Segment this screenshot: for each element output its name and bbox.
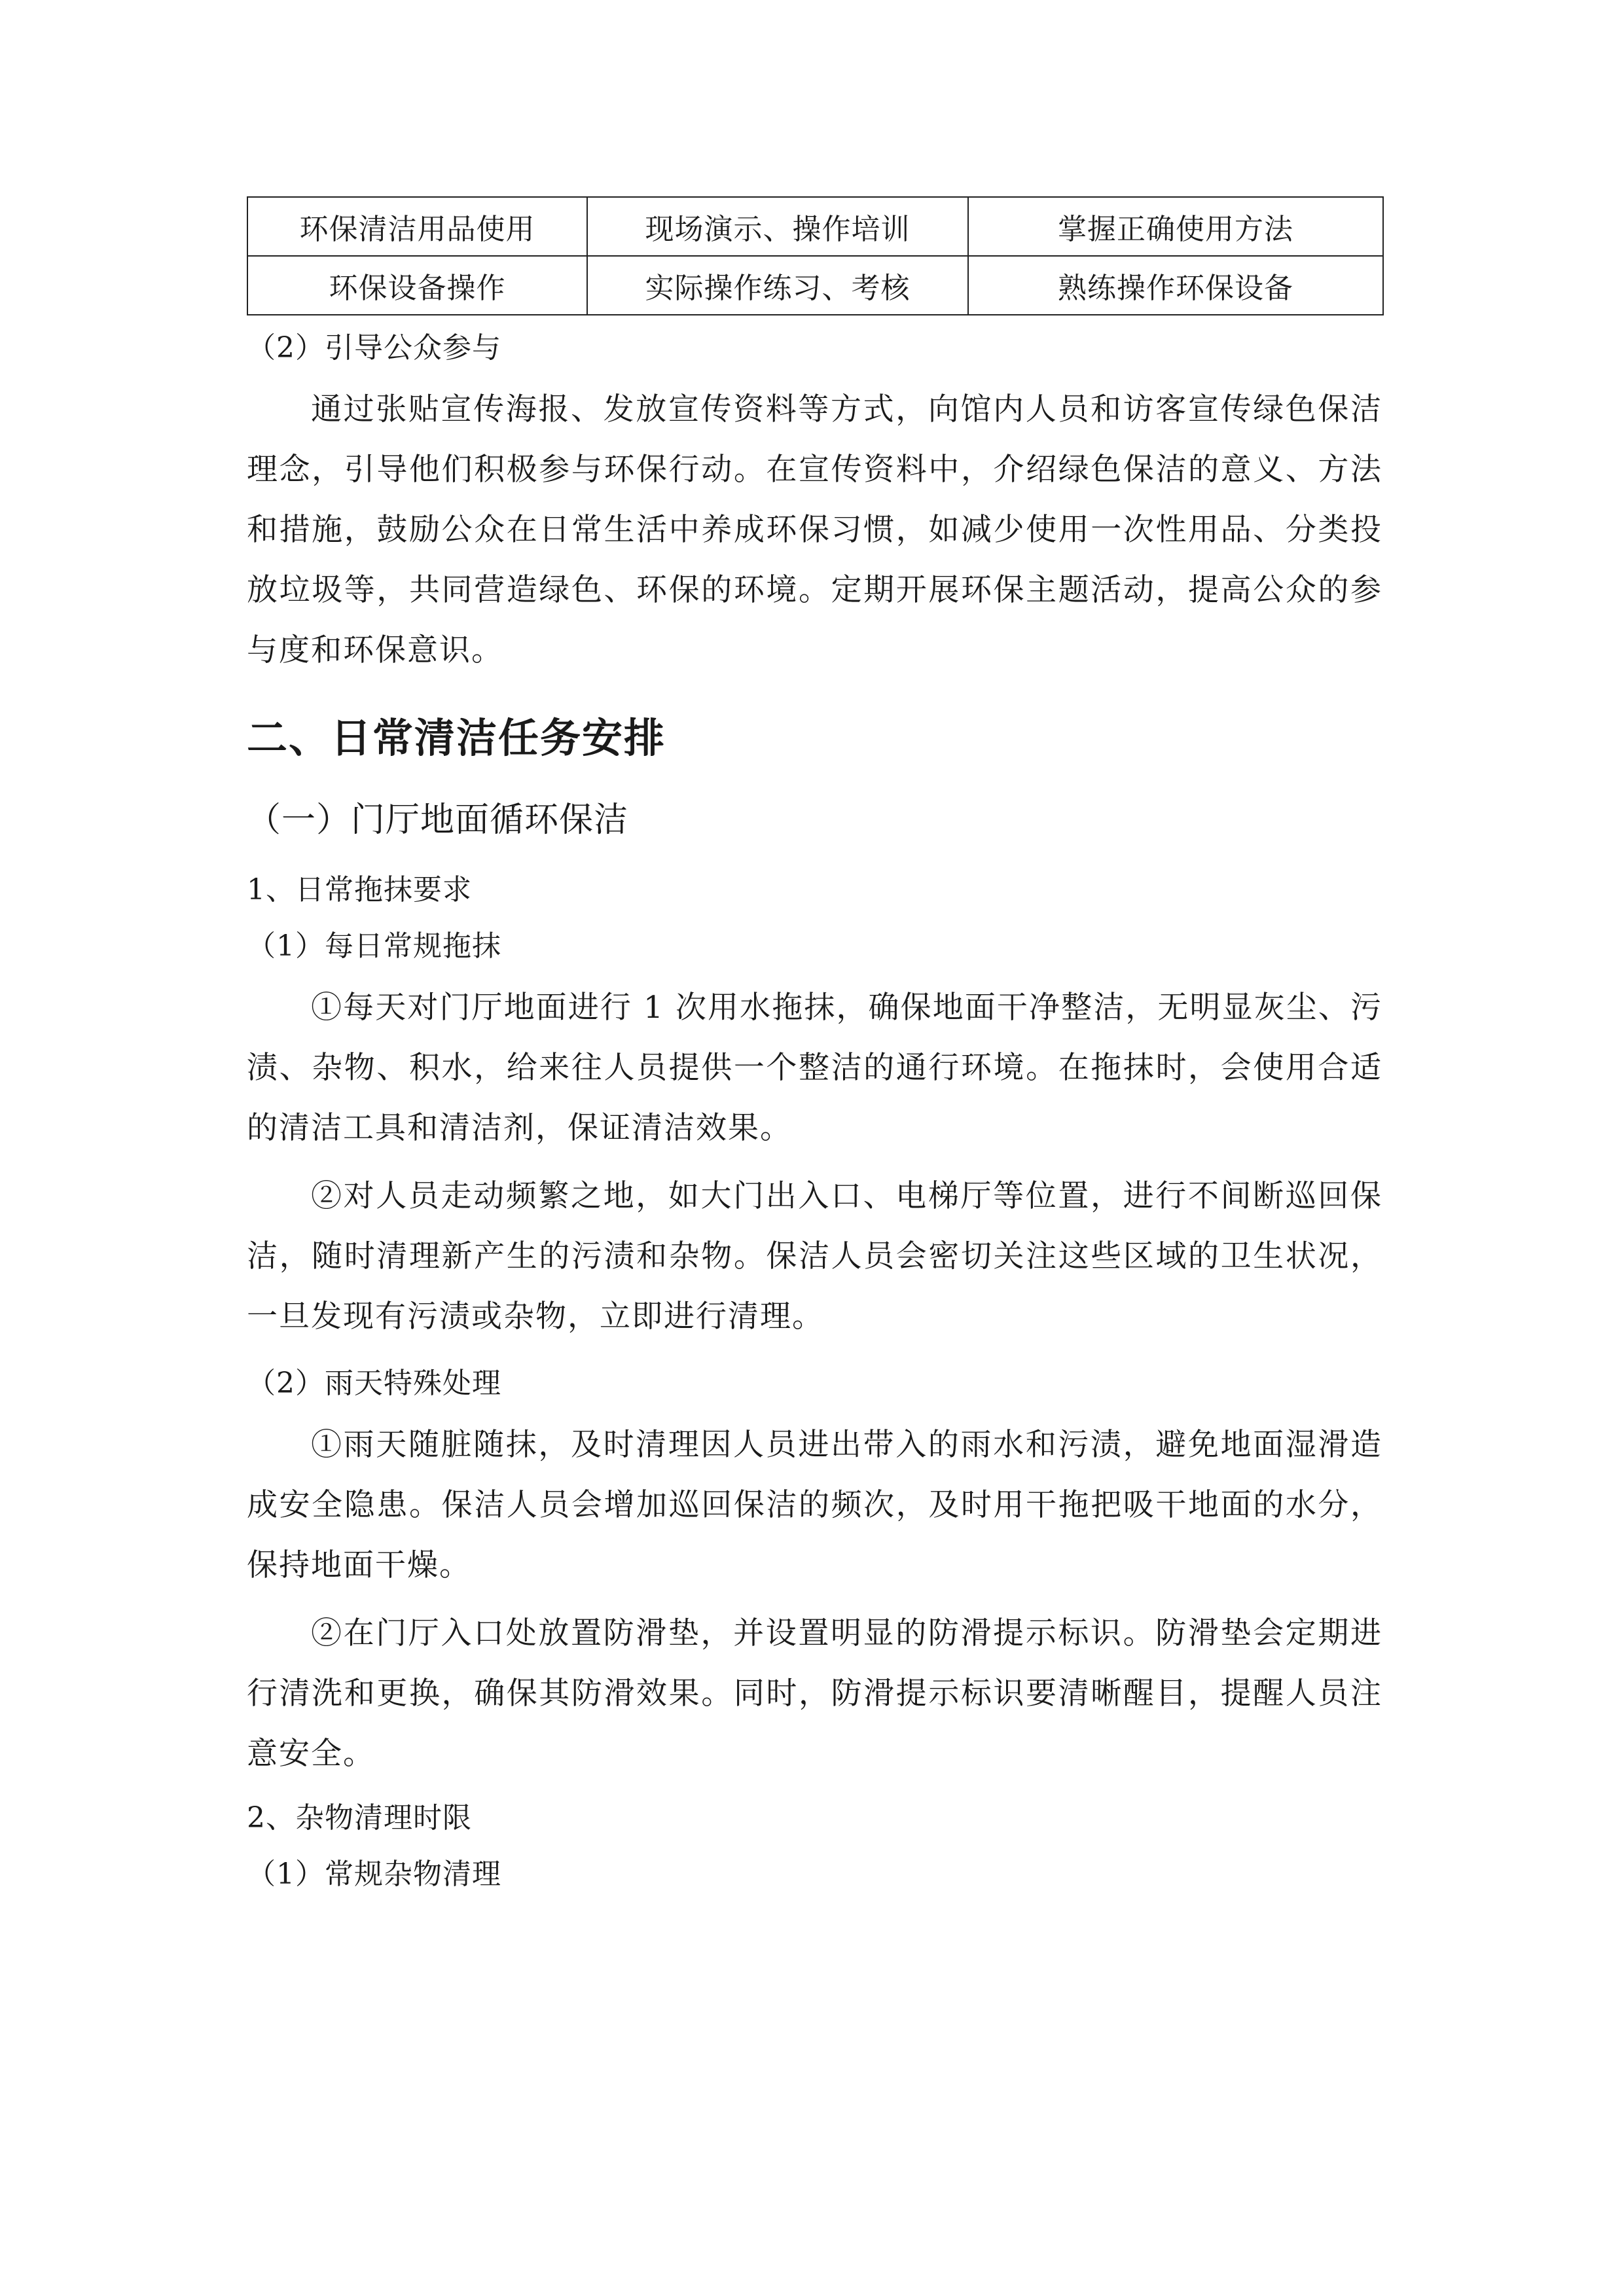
item1-sub1-paragraph-1: ①每天对门厅地面进行 1 次用水拖抹，确保地面干净整洁，无明显灰尘、污渍、杂物、积水，给来往人员提供一个整洁的通行环境。在拖抹时，会使用合适的清洁工具和清洁剂，保证清洁效果。 xyxy=(247,990,1382,1146)
item1-sub1-paragraph-2: ②对人员走动频繁之地，如大门出入口、电梯厅等位置，进行不间断巡回保洁，随时清理新产生的污渍和杂物。保洁人员会密切关注这些区域的卫生状况，一旦发现有污渍或杂物，立即进行清理。 xyxy=(247,1178,1382,1335)
item2-sub1-heading: （1）常规杂物清理 xyxy=(247,1857,501,1891)
document-page xyxy=(247,196,1382,1894)
item2-title: 2、杂物清理时限 xyxy=(247,1801,472,1835)
item1-sub2-heading: （2）雨天特殊处理 xyxy=(247,1367,501,1400)
public-participation-paragraph: 通过张贴宣传海报、发放宣传资料等方式，向馆内人员和访客宣传绿色保洁理念，引导他们积极参与环保行动。在宣传资料中，介绍绿色保洁的意义、方法和措施，鼓励公众在日常生活中养成环保习惯，如减少使用一次性用品、分类投放垃圾等，共同营造绿色、环保的环境。定期开展环保主题活动，提高公众的参与度和环保意识。 xyxy=(247,391,1382,668)
table-cell: 现场演示、操作培训 xyxy=(587,197,968,256)
table-cell: 环保清洁用品使用 xyxy=(247,197,587,256)
table-cell: 实际操作练习、考核 xyxy=(587,256,968,315)
item1-sub2-paragraph-2: ②在门厅入口处放置防滑垫，并设置明显的防滑提示标识。防滑垫会定期进行清洗和更换，确保其防滑效果。同时，防滑提示标识要清晰醒目，提醒人员注意安全。 xyxy=(247,1615,1382,1772)
item1-sub2-paragraph-1: ①雨天随脏随抹，及时清理因人员进出带入的雨水和污渍，避免地面湿滑造成安全隐患。保洁人员会增加巡回保洁的频次，及时用干拖把吸干地面的水分，保持地面干燥。 xyxy=(247,1427,1382,1583)
training-table xyxy=(247,196,1384,315)
section-title: （一）门厅地面循环保洁 xyxy=(247,800,629,840)
public-participation-heading: （2）引导公众参与 xyxy=(247,331,501,365)
table-row xyxy=(247,197,1383,256)
item1-sub1-heading: （1）每日常规拖抹 xyxy=(247,929,501,963)
table-cell: 熟练操作环保设备 xyxy=(968,256,1383,315)
item1-title: 1、日常拖抹要求 xyxy=(247,873,472,906)
chapter-title: 二、日常清洁任务安排 xyxy=(247,714,666,762)
table-cell: 掌握正确使用方法 xyxy=(968,197,1383,256)
table-row xyxy=(247,256,1383,315)
table-cell: 环保设备操作 xyxy=(247,256,587,315)
